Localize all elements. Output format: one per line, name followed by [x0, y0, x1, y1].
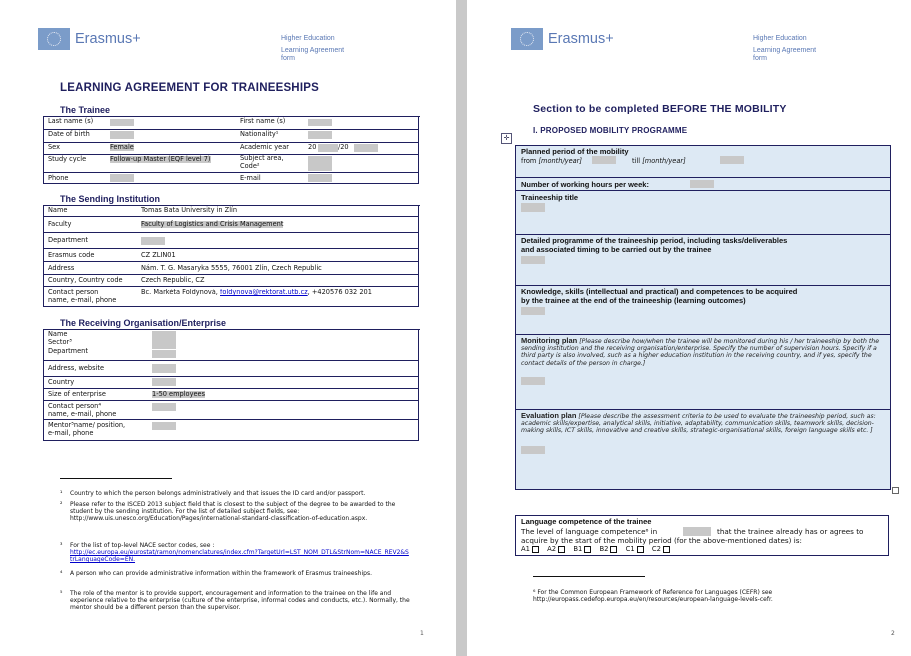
page-2 — [467, 0, 911, 656]
page-number: 2 — [891, 630, 895, 637]
checkbox-c2[interactable] — [663, 546, 670, 553]
footnote-separator — [533, 576, 645, 577]
detailed-programme-cell: Detailed programme of the traineeship period, including tasks/deliverables and associated timing to be carried out by the trainee — [515, 234, 891, 287]
checkbox-a1[interactable] — [532, 546, 539, 553]
learning-outcomes-cell: Knowledge, skills (intellectual and practical) and competences to be acquired by the trainee at the end of the traineeship (learning outcomes) — [515, 285, 891, 336]
trainee-table: Last name (s) First name (s) Date of birth Nationality¹ Sex Female Academic year 20 /20 Study cycle Follow-up Master (EQF level 7) Subject area, Code² Phone E-mail — [43, 116, 419, 184]
table-move-handle-icon[interactable]: ✛ — [501, 133, 512, 144]
contact-email-link[interactable]: foldynova@rektorat.utb.cz — [220, 289, 308, 296]
footnote-3: ³ For the list of top-level NACE sector codes, see : http://ec.europa.eu/eurostat/ramon/nomenclatures/index.cfm?TargetUrl=LST_NOM_DTL&StrNom=NACE_REV2&StrLanguageCode=EN. — [60, 542, 409, 563]
table-resize-handle-icon[interactable] — [892, 487, 899, 494]
monitoring-plan-cell: Monitoring plan [Please describe how/when the trainee will be monitored during his / her traineeship by both the sending institution and the receiving organisation/enterprise. Specify the number of supervision hours. Specify if a third party is also involved, such as a higher education institution in the receiving country, and if yes, specify the contact details of the person in charge.] — [515, 334, 891, 411]
erasmus-logo — [38, 28, 141, 50]
page-gap — [456, 0, 467, 656]
working-hours-cell: Number of working hours per week: — [515, 177, 891, 192]
footnote-6: ⁶ For the Common European Framework of Reference for Languages (CEFR) see http://europass.cedefop.europa.eu/en/resources/european-language-levels-cefr. — [533, 589, 773, 603]
sending-institution-table: Name Tomas Bata University in Zlín Faculty Faculty of Logistics and Crisis Management Department Erasmus code CZ ZLIN01 Address Nám. T. G. Masaryka 5555, 76001 Zlín, Czech Republic Country, Country code Czech Republic, CZ Contact person name, e-mail, phone Bc. Markéta Foldynová, foldynova@rektorat.utb.cz, +420576 032 201 — [43, 205, 419, 307]
header-text: Higher Education Learning Agreement form — [281, 35, 345, 62]
receiving-organisation-table: Name Sector³ Department Address, website Country Size of enterprise 1-50 employees Contact person⁴ name, e-mail, phone Mentor⁵name/ position, e-mail, phone — [43, 329, 419, 441]
brand-text: Erasmus+ — [548, 31, 614, 47]
section-receiving-organisation: The Receiving Organisation/Enterprise — [60, 318, 420, 330]
planned-period-cell: Planned period of the mobility from [month/year] till [month/year] — [515, 145, 891, 179]
header-text: Higher Education Learning Agreement form — [753, 35, 817, 62]
evaluation-plan-cell: Evaluation plan [Please describe the assessment criteria to be used to evaluate the traineeship period, such as: academic skills/expertise, analytical skills, initiative, adaptability, communication skills, teamwork skills, decision-making skills, ICT skills, innovative and creative skills, strategic-organisational skills, foreign language skills etc. ] — [515, 409, 891, 490]
checkbox-c1[interactable] — [637, 546, 644, 553]
footnote-1: ¹ Country to which the person belongs administratively and that issues the ID card and/or passport. — [60, 490, 366, 497]
checkbox-a2[interactable] — [558, 546, 565, 553]
sending-contact-value: Bc. Markéta Foldynová, foldynova@rektorat.utb.cz, +420576 032 201 — [141, 289, 372, 296]
footnote-4: ⁴ A person who can provide administrative information within the framework of Erasmus traineeships. — [60, 570, 372, 577]
section-subtitle: I. PROPOSED MOBILITY PROGRAMME — [533, 126, 688, 135]
section-title: Section to be completed BEFORE THE MOBILITY — [533, 103, 787, 115]
eu-flag-icon — [38, 28, 70, 50]
language-levels: A1 A2 B1 B2 C1 C2 — [521, 545, 676, 553]
footnote-separator — [60, 478, 172, 479]
footnote-5: ⁵ The role of the mentor is to provide support, encouragement and information to the trainee on the life and experience relative to the enterprise (culture of the enterprise, informal codes and conducts, etc.). Normally, the mentor should be a different person than the supervisor. — [60, 590, 410, 611]
page-number: 1 — [420, 630, 424, 637]
page-title: LEARNING AGREEMENT FOR TRAINEESHIPS — [60, 82, 319, 94]
traineeship-title-cell: Traineeship title — [515, 190, 891, 236]
eu-flag-icon — [511, 28, 543, 50]
language-competence-box: Language competence of the trainee The level of language competence⁶ in that the trainee already has or agrees to acquire by the start of the mobility period (for the above-mentioned dates) is: A1 A2 B1 B2 C1 C2 — [515, 515, 889, 556]
nace-link[interactable]: http://ec.europa.eu/eurostat/ramon/nomenclatures/index.cfm?TargetUrl=LST_NOM_DTL&StrNom=NACE_REV2&StrLanguageCode=EN. — [70, 549, 409, 563]
section-sending-institution: The Sending Institution — [60, 194, 420, 206]
section-trainee: The Trainee — [60, 105, 420, 117]
brand-text: Erasmus+ — [75, 31, 141, 47]
erasmus-logo — [511, 28, 614, 50]
checkbox-b1[interactable] — [584, 546, 591, 553]
checkbox-b2[interactable] — [610, 546, 617, 553]
footnote-2: ² Please refer to the ISCED 2013 subject field that is closest to the subject of the degree to be awarded to the student by the sending institution. For the list of detailed subject fields, see: http://www.uis.unesco.org/Education/Pages/international-standard-classification-of-education.aspx. — [60, 501, 396, 522]
